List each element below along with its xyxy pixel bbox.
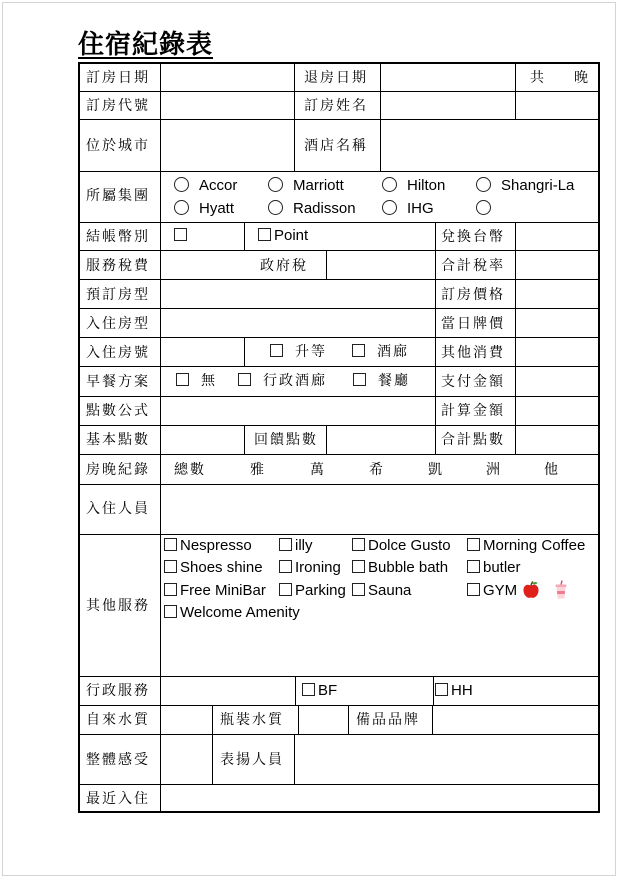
service-dolce-gusto[interactable]: Dolce Gusto	[352, 538, 451, 554]
checkbox-icon	[435, 683, 448, 696]
checkbox-icon	[174, 228, 187, 241]
checkbox-icon	[270, 344, 283, 357]
checkbox-icon	[279, 538, 292, 551]
label-tap-water: 自來水質	[86, 712, 150, 728]
checkbox-icon	[352, 560, 365, 573]
service-free-minibar[interactable]: Free MiniBar	[164, 583, 266, 599]
service-bubble-bath[interactable]: Bubble bath	[352, 560, 448, 576]
service-shoes-shine[interactable]: Shoes shine	[164, 560, 263, 576]
label-booking-code: 訂房代號	[86, 98, 150, 114]
radio-icon	[476, 177, 491, 192]
service-illy[interactable]: illy	[279, 538, 313, 554]
label-points-formula: 點數公式	[86, 403, 150, 419]
currency-checkbox[interactable]	[174, 228, 187, 244]
lodging-record-form	[78, 62, 600, 813]
exec-hh-option[interactable]: HH	[435, 683, 473, 699]
radio-icon	[382, 200, 397, 215]
checkbox-icon	[164, 560, 177, 573]
label-exchange-twd: 兌換台幣	[441, 229, 505, 245]
page-title: 住宿紀錄表	[78, 30, 214, 60]
label-nights-suffix: 晚	[574, 70, 588, 86]
breakfast-exec-lounge-option[interactable]: 行政酒廊	[238, 373, 327, 389]
checkbox-icon	[467, 560, 480, 573]
label-other-services: 其他服務	[86, 598, 150, 614]
label-recent-stay: 最近入住	[86, 791, 150, 807]
checkbox-icon	[352, 583, 365, 596]
breakfast-restaurant-option[interactable]: 餐廳	[353, 373, 410, 389]
checkbox-icon	[279, 583, 292, 596]
label-overall: 整體感受	[86, 752, 150, 768]
checkbox-icon	[353, 373, 366, 386]
radio-icon	[268, 177, 283, 192]
label-gov-tax: 政府稅	[260, 258, 308, 274]
label-night-record: 房晚紀錄	[86, 462, 150, 478]
group-option-ihg[interactable]: IHG	[382, 200, 434, 217]
checkbox-icon	[164, 538, 177, 551]
label-room-no: 入住房號	[86, 345, 150, 361]
label-bottled-water: 瓶裝水質	[220, 712, 284, 728]
radio-icon	[174, 177, 189, 192]
checkbox-icon	[238, 373, 251, 386]
radio-icon	[382, 177, 397, 192]
label-nights-prefix: 共	[530, 70, 544, 86]
group-option-shangri-la[interactable]: Shangri-La	[476, 177, 574, 194]
label-currency: 結帳幣別	[86, 229, 150, 245]
label-breakfast: 早餐方案	[86, 374, 150, 390]
tally-hilton: 希	[369, 462, 383, 478]
checkbox-icon	[164, 583, 177, 596]
service-nespresso[interactable]: Nespresso	[164, 538, 252, 554]
checkbox-icon	[352, 538, 365, 551]
service-gym[interactable]: GYM	[467, 583, 517, 599]
checkbox-icon	[164, 605, 177, 618]
label-booking-name: 訂房姓名	[304, 98, 368, 114]
label-bonus-points: 回饋點數	[254, 432, 318, 448]
service-parking[interactable]: Parking	[279, 583, 346, 599]
checkbox-icon	[176, 373, 189, 386]
tally-total: 總數	[174, 462, 206, 478]
point-option[interactable]: Point	[258, 228, 308, 244]
label-checkout-date: 退房日期	[304, 70, 368, 86]
checkbox-icon	[302, 683, 315, 696]
service-butler[interactable]: butler	[467, 560, 521, 576]
service-welcome-amenity[interactable]: Welcome Amenity	[164, 605, 300, 621]
label-calc-amount: 計算金額	[441, 403, 505, 419]
radio-icon	[268, 200, 283, 215]
checkbox-icon	[279, 560, 292, 573]
cup-icon	[554, 580, 568, 600]
upgrade-option[interactable]: 升等	[270, 344, 327, 360]
label-other-spend: 其他消費	[441, 345, 505, 361]
label-guests: 入住人員	[86, 501, 150, 517]
exec-bf-option[interactable]: BF	[302, 683, 337, 699]
tally-other: 他	[544, 462, 558, 478]
label-service-tax: 服務稅費	[86, 258, 150, 274]
label-exec-services: 行政服務	[86, 683, 150, 699]
checkbox-icon	[467, 583, 480, 596]
group-option-hilton[interactable]: Hilton	[382, 177, 445, 194]
label-praise-staff: 表揚人員	[220, 752, 284, 768]
breakfast-none-option[interactable]: 無	[176, 373, 215, 389]
service-morning-coffee[interactable]: Morning Coffee	[467, 538, 585, 554]
checkbox-icon	[352, 344, 365, 357]
checkbox-icon	[467, 538, 480, 551]
apple-icon	[522, 580, 540, 600]
label-paid-amount: 支付金額	[441, 374, 505, 390]
tally-marriott: 萬	[310, 462, 324, 478]
tally-ihg: 凱	[428, 462, 442, 478]
group-option-radisson[interactable]: Radisson	[268, 200, 356, 217]
lounge-option[interactable]: 酒廊	[352, 344, 409, 360]
label-daily-rate: 當日牌價	[441, 316, 505, 332]
group-option-marriott[interactable]: Marriott	[268, 177, 344, 194]
label-booked-room: 預訂房型	[86, 287, 150, 303]
tally-ihg-group: 洲	[486, 462, 500, 478]
group-option-hyatt[interactable]: Hyatt	[174, 200, 234, 217]
label-total-tax-rate: 合計稅率	[441, 258, 505, 274]
label-total-points: 合計點數	[441, 432, 505, 448]
tally-hyatt: 雅	[250, 462, 264, 478]
radio-icon	[476, 200, 491, 215]
service-ironing[interactable]: Ironing	[279, 560, 341, 576]
label-city: 位於城市	[86, 138, 150, 154]
label-hotel-name: 酒店名稱	[304, 138, 368, 154]
label-group: 所屬集團	[86, 188, 150, 204]
label-amenity-brand: 備品品牌	[356, 712, 420, 728]
label-base-points: 基本點數	[86, 432, 150, 448]
group-option-accor[interactable]: Accor	[174, 177, 237, 194]
label-checkin-date: 訂房日期	[86, 70, 150, 86]
radio-icon	[174, 200, 189, 215]
group-option-other[interactable]	[476, 200, 501, 217]
label-booking-price: 訂房價格	[441, 287, 505, 303]
checkbox-icon	[258, 228, 271, 241]
service-sauna[interactable]: Sauna	[352, 583, 411, 599]
label-actual-room: 入住房型	[86, 316, 150, 332]
